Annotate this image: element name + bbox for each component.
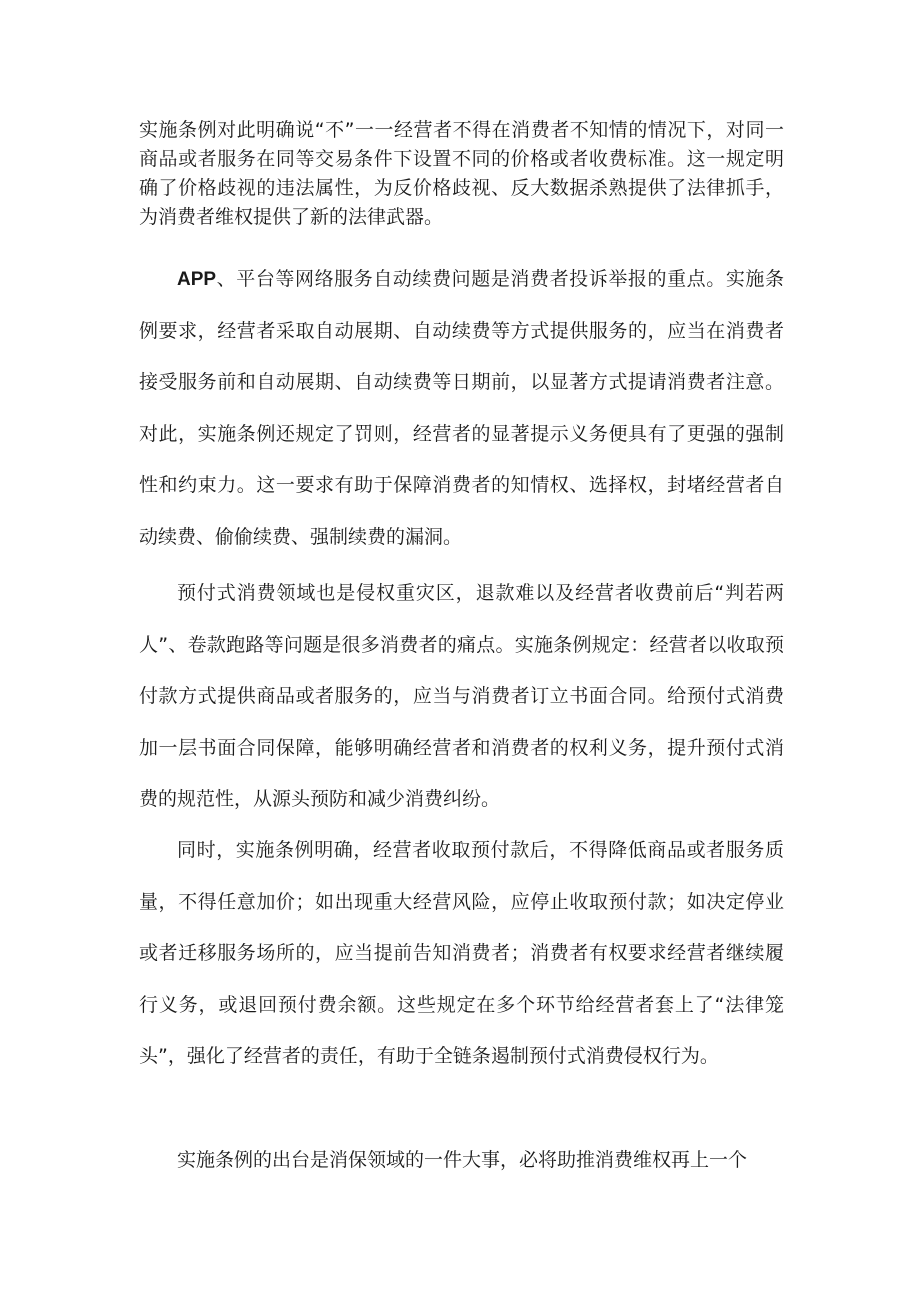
paragraph-prepaid-consumption: 预付式消费领域也是侵权重灾区，退款难以及经营者收费前后“判若两人”、卷款跑路等问题是很多消费者的痛点。实施条例规定：经营者以收取预付款方式提供商品或者服务的，应当与消费者订立书面合同。给预付式消费加一层书面合同保障，能够明确经营者和消费者的权利义务，提升预付式消费的规范性，从源头预防和减少消费纠纷。 [139,582,784,811]
paragraph-prepaid-obligations: 同时，实施条例明确，经营者收取预付款后，不得降低商品或者服务质量，不得任意加价；如出现重大经营风险，应停止收取预付款；如决定停业或者迁移服务场所的，应当提前告知消费者；消费者有权要求经营者继续履行义务，或退回预付费余额。这些规定在多个环节给经营者套上了“法律笼头”，强化了经营者的责任，有助于全链条遏制预付式消费侵权行为。 [139,839,784,1068]
paragraph-auto-renewal: APP、平台等网络服务自动续费问题是消费者投诉举报的重点。实施条例要求，经营者采取自动展期、自动续费等方式提供服务的，应当在消费者接受服务前和自动展期、自动续费等日期前，以显著方式提请消费者注意。对此，实施条例还规定了罚则，经营者的显著提示义务便具有了更强的强制性和约束力。这一要求有助于保障消费者的知情权、选择权，封堵经营者自动续费、偷偷续费、强制续费的漏洞。 [139,268,784,548]
paragraph-conclusion: 实施条例的出台是消保领域的一件大事，必将助推消费维权再上一个 [177,1149,748,1171]
acronym-text: APP [177,269,217,290]
paragraph-price-discrimination: 实施条例对此明确说“不”一一经营者不得在消费者不知情的情况下，对同一商品或者服务在同等交易条件下设置不同的价格或者收费标准。这一规定明确了价格歧视的违法属性，为反价格歧视、反大数据杀熟提供了法律抓手，为消费者维权提供了新的法律武器。 [139,119,784,228]
